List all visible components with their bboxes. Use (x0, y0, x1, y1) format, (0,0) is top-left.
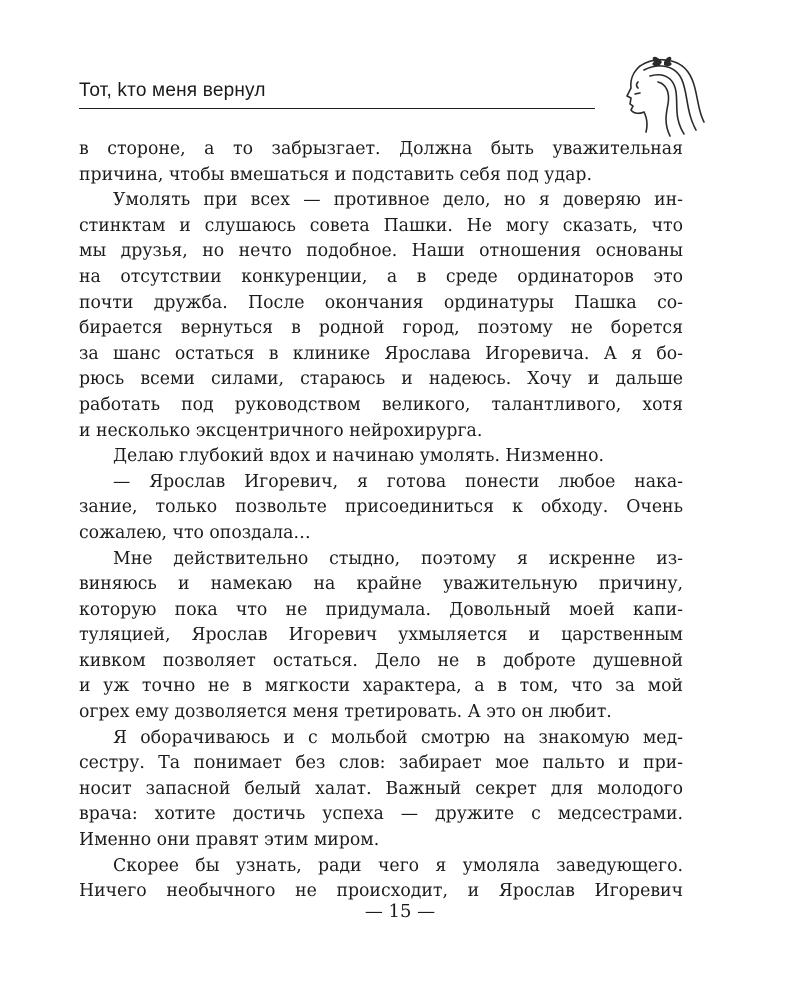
text-line: Делаю глубокий вдох и начинаю умолять. Низменно. (113, 446, 605, 467)
text-line: зание, только позвольте присоединиться к обходу. Очень (79, 497, 683, 518)
text-line: и несколько эксцентричного нейрохирурга. (79, 420, 483, 441)
text-line: рюсь всеми силами, стараюсь и надеюсь. Хочу и дальше (79, 369, 683, 390)
page-number: — 15 — (364, 901, 436, 922)
text-line: мы друзья, но нечто подобное. Наши отношения основаны (79, 241, 683, 262)
text-line: Умолять при всех — противное дело, но я доверяю ин- (113, 190, 683, 211)
text-line: сестру. Та понимает без слов: забирает мое пальто и при- (79, 753, 683, 774)
body-text (79, 137, 683, 905)
header-rule (79, 108, 595, 109)
text-line: на отсутствии конкуренции, а в среде ординаторов это (79, 266, 683, 287)
running-title: Тот, kто меня вернул (79, 80, 266, 101)
text-line: Скорее бы узнать, ради чего я умоляла заведующего. (113, 855, 683, 876)
text-line: которую пока что не придумала. Довольный моей капи- (79, 599, 683, 620)
woman-profile-with-butterfly-icon (600, 52, 710, 142)
text-line: кивком позволяет остаться. Дело не в доброте душевной (79, 650, 683, 671)
text-line: — Ярослав Игоревич, я готова понести любое нака- (113, 471, 683, 492)
text-line: врача: хотите достичь успеха — дружите с медсестрами. (79, 804, 683, 825)
text-line: причина, чтобы вмешаться и подставить себя под удар. (79, 164, 592, 185)
text-line: туляцией, Ярослав Игоревич ухмыляется и царственным (79, 625, 683, 646)
text-line: бирается вернуться в родной город, поэтому не борется (79, 318, 683, 339)
text-line: работать под руководством великого, талантливого, хотя (79, 394, 683, 415)
text-line: стинктам и слушаюсь совета Пашки. Не могу сказать, что (79, 215, 683, 236)
text-line: Мне действительно стыдно, поэтому я искренне из- (113, 548, 683, 569)
text-line: почти дружба. После окончания ординатуры Пашка со- (79, 292, 683, 313)
text-line: Именно они правят этим миром. (79, 830, 380, 851)
text-line: и уж точно не в мягкости характера, а в том, что за мой (79, 676, 683, 697)
text-line: сожалею, что опоздала… (79, 522, 311, 543)
text-line: Ничего необычного не происходит, и Ярослав Игоревич (79, 881, 683, 902)
text-line: Я оборачиваюсь и с мольбой смотрю на знакомую мед- (113, 727, 683, 748)
text-line: виняюсь и намекаю на крайне уважительную причину, (79, 574, 683, 595)
text-line: огрех ему дозволяется меня третировать. А это он любит. (79, 702, 612, 723)
text-line: носит запасной белый халат. Важный секрет для молодого (79, 778, 683, 799)
text-line: за шанс остаться в клинике Ярослава Игоревича. А я бо- (79, 343, 683, 364)
text-line: в стороне, а то забрызгает. Должна быть уважительная (79, 139, 683, 159)
